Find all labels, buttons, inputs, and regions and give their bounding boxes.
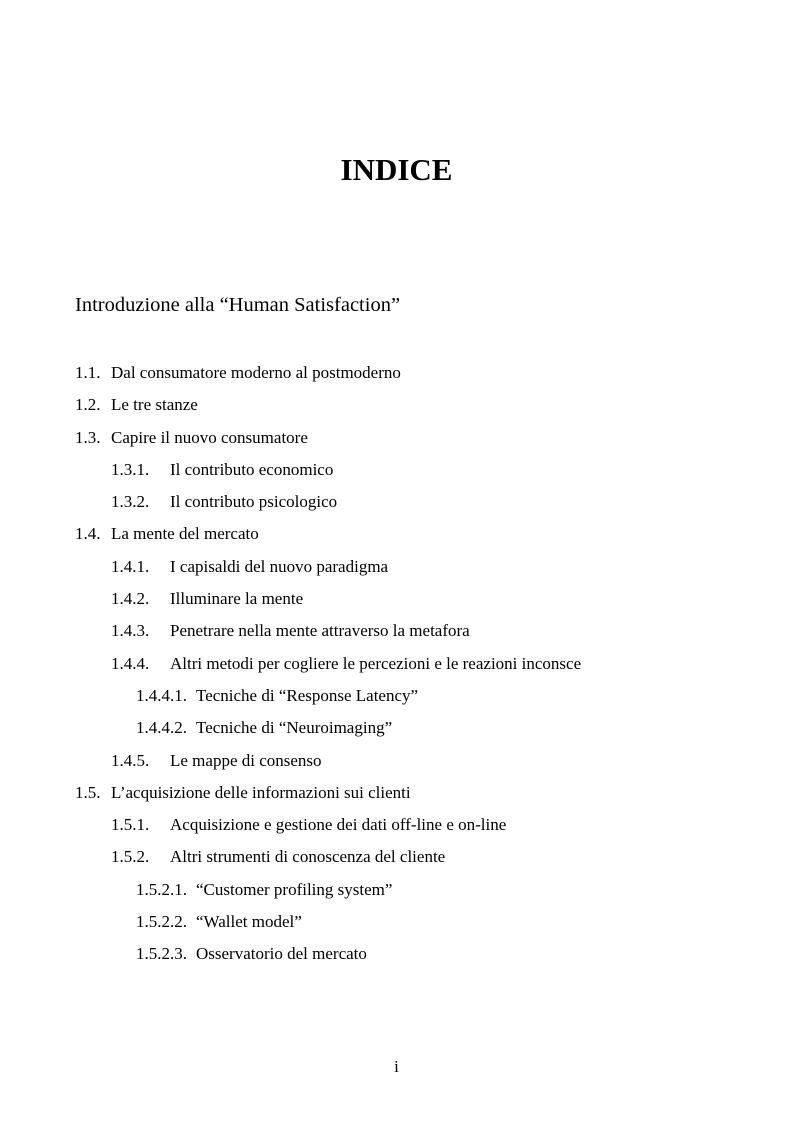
toc-entry-label: Altri strumenti di conoscenza del cliente — [170, 847, 446, 867]
toc-entry-label: Penetrare nella mente attraverso la metafora — [170, 621, 470, 641]
toc-entry — [0, 458, 793, 490]
toc-entry-number: 1.3.2. — [111, 492, 150, 512]
toc-entry — [0, 426, 793, 458]
toc-entry-number: 1.4.5. — [111, 750, 150, 770]
toc-entry-number: 1.4.4. — [111, 653, 150, 673]
toc-entry — [0, 684, 793, 716]
toc-entry-number: 1.4. — [75, 524, 101, 544]
toc-entry-number: 1.4.1. — [111, 556, 150, 576]
toc-entry — [0, 393, 793, 425]
toc-entry-label: Tecniche di “Response Latency” — [196, 685, 419, 705]
toc-entry-number: 1.5.2.2. — [136, 912, 187, 932]
toc-entry — [0, 878, 793, 910]
toc-entry-label: “Customer profiling system” — [196, 879, 393, 899]
toc-entry-number: 1.5. — [75, 782, 101, 802]
toc-entry-label: Il contributo psicologico — [170, 492, 338, 512]
toc-entry — [0, 361, 793, 393]
toc-entry-label: Osservatorio del mercato — [196, 944, 367, 964]
toc-entry — [0, 910, 793, 942]
toc-entry — [0, 652, 793, 684]
toc-entry — [0, 490, 793, 522]
toc-entry-number: 1.5.2.1. — [136, 879, 187, 899]
toc-entry — [0, 749, 793, 781]
toc-entry-number: 1.5.2. — [111, 847, 150, 867]
toc-entry-number: 1.4.3. — [111, 621, 150, 641]
toc-entry-label: L’acquisizione delle informazioni sui clienti — [111, 782, 411, 802]
toc-entry — [0, 942, 793, 974]
table-of-contents — [0, 361, 793, 975]
toc-entry-label: Illuminare la mente — [170, 589, 304, 609]
toc-entry — [0, 716, 793, 748]
toc-entry-label: Tecniche di “Neuroimaging” — [196, 718, 393, 738]
toc-entry — [0, 845, 793, 877]
toc-entry-number: 1.3.1. — [111, 459, 150, 479]
toc-entry — [0, 619, 793, 651]
toc-entry-number: 1.3. — [75, 427, 101, 447]
toc-entry-label: Capire il nuovo consumatore — [111, 427, 308, 447]
toc-entry — [0, 781, 793, 813]
toc-entry-number: 1.5.1. — [111, 815, 150, 835]
toc-entry-label: Le mappe di consenso — [170, 750, 322, 770]
toc-entry-label: Le tre stanze — [111, 395, 198, 415]
page-number: i — [394, 1057, 399, 1076]
toc-entry-number: 1.2. — [75, 395, 101, 415]
toc-entry-label: Il contributo economico — [170, 459, 334, 479]
toc-entry-label: Dal consumatore moderno al postmoderno — [111, 363, 401, 382]
toc-entry-number: 1.4.2. — [111, 589, 150, 609]
toc-section-heading: Introduzione alla “Human Satisfaction” — [75, 294, 401, 316]
toc-entry-label: Acquisizione e gestione dei dati off-line e on-line — [170, 815, 507, 835]
toc-entry-number: 1.4.4.2. — [136, 718, 187, 738]
toc-entry — [0, 813, 793, 845]
toc-entry-number: 1.1. — [75, 363, 101, 382]
toc-entry-label: La mente del mercato — [111, 524, 259, 544]
toc-entry — [0, 555, 793, 587]
toc-entry-label: Altri metodi per cogliere le percezioni e le reazioni inconsce — [170, 653, 582, 673]
page-title: INDICE — [340, 152, 453, 187]
toc-entry — [0, 587, 793, 619]
toc-entry-number: 1.5.2.3. — [136, 944, 187, 964]
toc-entry — [0, 522, 793, 554]
toc-entry-number: 1.4.4.1. — [136, 685, 187, 705]
toc-entry-label: I capisaldi del nuovo paradigma — [170, 556, 389, 576]
toc-entry-label: “Wallet model” — [196, 912, 302, 932]
